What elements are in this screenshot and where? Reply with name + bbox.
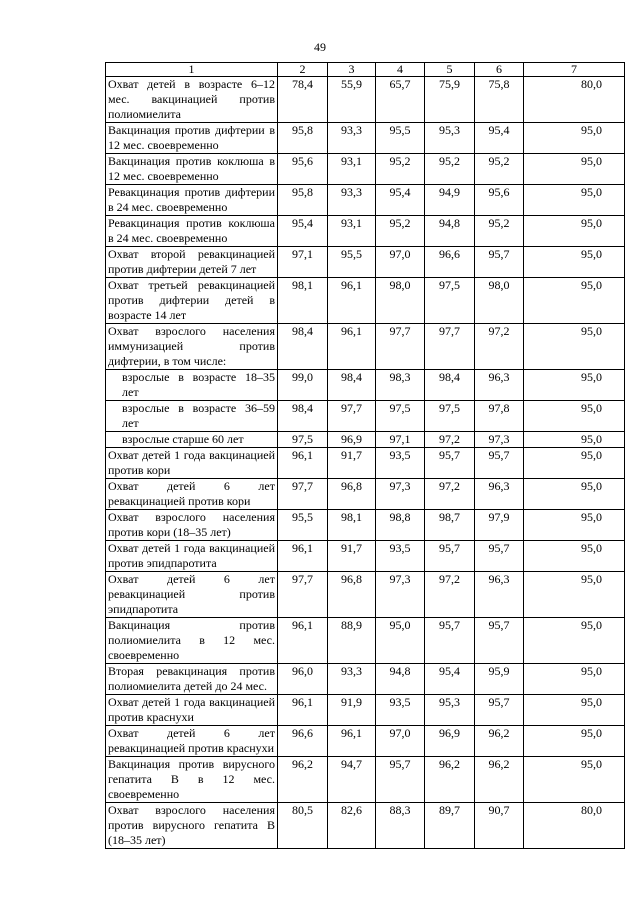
column-header: 5 [425,63,475,77]
table-row [106,216,625,247]
table-cell: 95,2 [475,154,524,185]
row-label: Охват детей 6 лет ревакцинацией против кори [106,479,278,510]
table-cell: 97,2 [475,324,524,370]
row-label: Вторая ревакцинация против полиомиелита детей до 24 мес. [106,664,278,695]
table-cell: 96,9 [328,432,376,448]
table-cell: 80,5 [278,803,328,849]
table-cell: 95,0 [524,479,625,510]
table-cell: 95,5 [278,510,328,541]
table-cell: 96,1 [278,695,328,726]
table-cell: 88,3 [376,803,425,849]
table-cell: 96,2 [475,726,524,757]
table-cell: 89,7 [425,803,475,849]
table-cell: 98,0 [475,278,524,324]
table-cell: 95,0 [524,216,625,247]
table-cell: 98,7 [425,510,475,541]
table-cell: 96,1 [278,541,328,572]
table-row [106,695,625,726]
row-label: Охват детей 6 лет ревакцинацией против эпидпаротита [106,572,278,618]
table-cell: 98,8 [376,510,425,541]
table-cell: 95,0 [524,510,625,541]
table-cell: 95,8 [278,123,328,154]
row-label: Ревакцинация против дифтерии в 24 мес. своевременно [106,185,278,216]
table-cell: 97,5 [278,432,328,448]
table-cell: 98,4 [278,401,328,432]
table-cell: 96,1 [278,448,328,479]
row-label: Охват детей в возрасте 6–12 мес. вакцинацией против полиомиелита [106,77,278,123]
table-row [106,757,625,803]
row-label: Охват взрослого населения иммунизацией против дифтерии, в том числе: [106,324,278,370]
table-cell: 95,0 [524,448,625,479]
table-cell: 95,4 [475,123,524,154]
table-cell: 93,3 [328,185,376,216]
table-cell: 98,4 [425,370,475,401]
table-cell: 95,0 [524,185,625,216]
table-row [106,123,625,154]
table-cell: 55,9 [328,77,376,123]
row-label: Охват третьей ревакцинацией против дифтерии детей в возрасте 14 лет [106,278,278,324]
table-cell: 95,7 [475,541,524,572]
table-row [106,432,625,448]
row-label: Вакцинация против вирусного гепатита В в 12 мес. своевременно [106,757,278,803]
table-cell: 97,0 [376,247,425,278]
row-label: Ревакцинация против коклюша в 24 мес. своевременно [106,216,278,247]
table-cell: 97,7 [328,401,376,432]
table-cell: 95,7 [425,541,475,572]
table-cell: 96,3 [475,370,524,401]
table-cell: 95,7 [475,695,524,726]
row-label: Охват второй ревакцинацией против дифтерии детей 7 лет [106,247,278,278]
table-cell: 97,0 [376,726,425,757]
table-cell: 96,1 [328,726,376,757]
table-cell: 95,0 [524,757,625,803]
table-cell: 95,0 [524,247,625,278]
table-cell: 94,7 [328,757,376,803]
table-cell: 96,3 [475,572,524,618]
table-cell: 97,1 [376,432,425,448]
table-cell: 97,7 [278,572,328,618]
row-label: Охват детей 6 лет ревакцинацией против краснухи [106,726,278,757]
table-cell: 88,9 [328,618,376,664]
table-cell: 95,4 [278,216,328,247]
table-row [106,370,625,401]
table-row [106,77,625,123]
table-cell: 96,1 [328,278,376,324]
table-cell: 95,4 [425,664,475,695]
table-cell: 80,0 [524,803,625,849]
table-cell: 95,0 [524,726,625,757]
table-row [106,479,625,510]
header-row [106,63,625,77]
table-cell: 95,0 [524,324,625,370]
table-cell: 99,0 [278,370,328,401]
table-cell: 97,2 [425,479,475,510]
table-cell: 96,8 [328,572,376,618]
table-cell: 97,7 [278,479,328,510]
table-cell: 95,7 [425,448,475,479]
table-row [106,726,625,757]
table-cell: 95,9 [475,664,524,695]
table-cell: 96,0 [278,664,328,695]
table-cell: 95,7 [475,448,524,479]
row-label: взрослые в возрасте 18–35 лет [106,370,278,401]
table-cell: 65,7 [376,77,425,123]
table-cell: 96,2 [475,757,524,803]
table-cell: 95,0 [524,572,625,618]
table-cell: 96,9 [425,726,475,757]
table-cell: 96,1 [328,324,376,370]
table-cell: 94,8 [425,216,475,247]
row-label: Охват детей 1 года вакцинацией против краснухи [106,695,278,726]
column-header: 7 [524,63,625,77]
table-row [106,278,625,324]
table-cell: 91,7 [328,448,376,479]
column-header: 4 [376,63,425,77]
table-row [106,803,625,849]
table-cell: 82,6 [328,803,376,849]
table-cell: 97,3 [475,432,524,448]
table-cell: 95,0 [524,618,625,664]
table-cell: 95,0 [376,618,425,664]
table-cell: 97,3 [376,479,425,510]
table-cell: 93,1 [328,216,376,247]
table-cell: 78,4 [278,77,328,123]
table-cell: 94,9 [425,185,475,216]
table-row [106,324,625,370]
table-cell: 95,0 [524,278,625,324]
table-cell: 95,7 [376,757,425,803]
table-cell: 93,3 [328,123,376,154]
table-cell: 93,5 [376,541,425,572]
table-row [106,618,625,664]
table-cell: 95,6 [475,185,524,216]
table-cell: 95,2 [425,154,475,185]
table-cell: 97,7 [425,324,475,370]
table-cell: 95,5 [376,123,425,154]
table-cell: 96,2 [425,757,475,803]
table-cell: 95,0 [524,401,625,432]
table-row [106,541,625,572]
table-row [106,664,625,695]
table-cell: 80,0 [524,77,625,123]
table-row [106,185,625,216]
table-cell: 97,2 [425,432,475,448]
table-cell: 97,7 [376,324,425,370]
table-cell: 98,3 [376,370,425,401]
table-cell: 95,0 [524,695,625,726]
table-cell: 97,2 [425,572,475,618]
row-label: Вакцинация против коклюша в 12 мес. своевременно [106,154,278,185]
table-cell: 75,9 [425,77,475,123]
table-cell: 97,9 [475,510,524,541]
row-label: Вакцинация против полиомиелита в 12 мес. своевременно [106,618,278,664]
table-cell: 91,7 [328,541,376,572]
table-cell: 94,8 [376,664,425,695]
table-row [106,247,625,278]
table-cell: 96,2 [278,757,328,803]
column-header: 6 [475,63,524,77]
row-label: Охват взрослого населения против кори (18–35 лет) [106,510,278,541]
table-row [106,510,625,541]
table-cell: 95,2 [376,154,425,185]
table-cell: 95,7 [425,618,475,664]
table-cell: 75,8 [475,77,524,123]
table-cell: 98,4 [328,370,376,401]
table-cell: 95,0 [524,154,625,185]
row-label: взрослые в возрасте 36–59 лет [106,401,278,432]
row-label: Охват взрослого населения против вирусного гепатита В (18–35 лет) [106,803,278,849]
table-cell: 95,2 [475,216,524,247]
table-cell: 95,4 [376,185,425,216]
column-header: 2 [278,63,328,77]
table-row [106,154,625,185]
table-cell: 95,3 [425,123,475,154]
table-cell: 97,5 [425,278,475,324]
table-cell: 98,4 [278,324,328,370]
column-header: 3 [328,63,376,77]
row-label: Вакцинация против дифтерии в 12 мес. своевременно [106,123,278,154]
row-label: Охват детей 1 года вакцинацией против кори [106,448,278,479]
table-cell: 95,8 [278,185,328,216]
table-row [106,448,625,479]
table-cell: 95,2 [376,216,425,247]
table-cell: 95,0 [524,123,625,154]
table-cell: 93,5 [376,448,425,479]
table-cell: 96,3 [475,479,524,510]
table-row [106,401,625,432]
table-cell: 93,1 [328,154,376,185]
table-cell: 95,0 [524,664,625,695]
row-label: взрослые старше 60 лет [106,432,278,448]
table-cell: 96,6 [425,247,475,278]
table-cell: 90,7 [475,803,524,849]
column-header: 1 [106,63,278,77]
table-cell: 95,3 [425,695,475,726]
table-cell: 93,5 [376,695,425,726]
table-cell: 96,8 [328,479,376,510]
table-cell: 98,1 [278,278,328,324]
table-cell: 96,6 [278,726,328,757]
page-number: 49 [314,40,326,54]
table-cell: 96,1 [278,618,328,664]
row-label: Охват детей 1 года вакцинацией против эпидпаротита [106,541,278,572]
table-cell: 95,0 [524,370,625,401]
table-cell: 97,8 [475,401,524,432]
table-cell: 98,1 [328,510,376,541]
table-row [106,572,625,618]
table-cell: 95,0 [524,541,625,572]
table-cell: 97,3 [376,572,425,618]
table-cell: 95,5 [328,247,376,278]
table-cell: 95,0 [524,432,625,448]
table-cell: 97,5 [425,401,475,432]
table-cell: 95,7 [475,247,524,278]
table-cell: 91,9 [328,695,376,726]
table-cell: 95,6 [278,154,328,185]
vaccination-coverage-table [105,62,625,849]
table-cell: 97,5 [376,401,425,432]
table-cell: 98,0 [376,278,425,324]
table-cell: 93,3 [328,664,376,695]
table-cell: 95,7 [475,618,524,664]
table-cell: 97,1 [278,247,328,278]
